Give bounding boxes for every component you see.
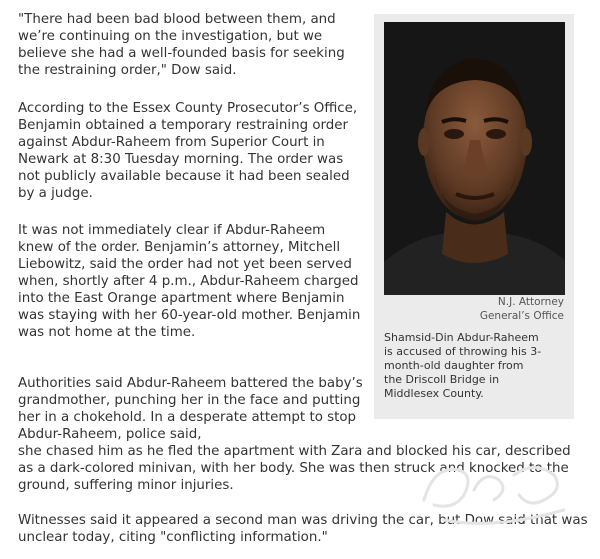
article-paragraph-1: "There had been bad blood between them, and we’re continuing on the investigation, but we believe she had a well-founded basis for seeking the restraining order," Dow said. <box>18 12 345 78</box>
article-paragraph-4-continued: she chased him as he fled the apartment with Zara and blocked his car, described as a dark-colored minivan, with her body. She was then struck and knocked to the ground, suffering minor injuries. <box>18 444 571 493</box>
article-paragraph-3: It was not immediately clear if Abdur-Raheem knew of the order. Benjamin’s attorney, Mitchell Liebowitz, said the order had not yet been served when, shortly after 4 p.m., Abdur-Raheem charged into the East Orange apartment where Benjamin was staying with her 60-year-old mother. Benjamin was not home at the time. <box>18 223 361 340</box>
mugshot-photo <box>384 22 565 295</box>
article-paragraph-5: Witnesses said it appeared a second man was driving the car, but Dow said that was unclear today, citing "conflicting information." <box>18 513 588 545</box>
photo-credit <box>480 295 564 323</box>
article-paragraph-4: Authorities said Abdur-Raheem battered the baby’s grandmother, punching her in the face and putting her in a chokehold. In a desperate attempt to stop Abdur-Raheem, police said, <box>18 376 363 442</box>
photo-caption: Shamsid-Din Abdur-Raheem is accused of throwing his 3-month-old daughter from the Driscoll Bridge in Middlesex County. <box>384 331 542 400</box>
portrait-illustration <box>384 22 565 295</box>
photo-credit-line-1: N.J. Attorney <box>497 296 564 308</box>
article-paragraph-2: According to the Essex County Prosecutor’s Office, Benjamin obtained a temporary restraining order against Abdur-Raheem from Superior Court in Newark at 8:30 Tuesday morning. The order was not publicly available because it had been sealed by a judge. <box>18 101 358 201</box>
photo-credit-line-2: General’s Office <box>479 310 564 322</box>
photo-sidebar <box>374 14 574 419</box>
